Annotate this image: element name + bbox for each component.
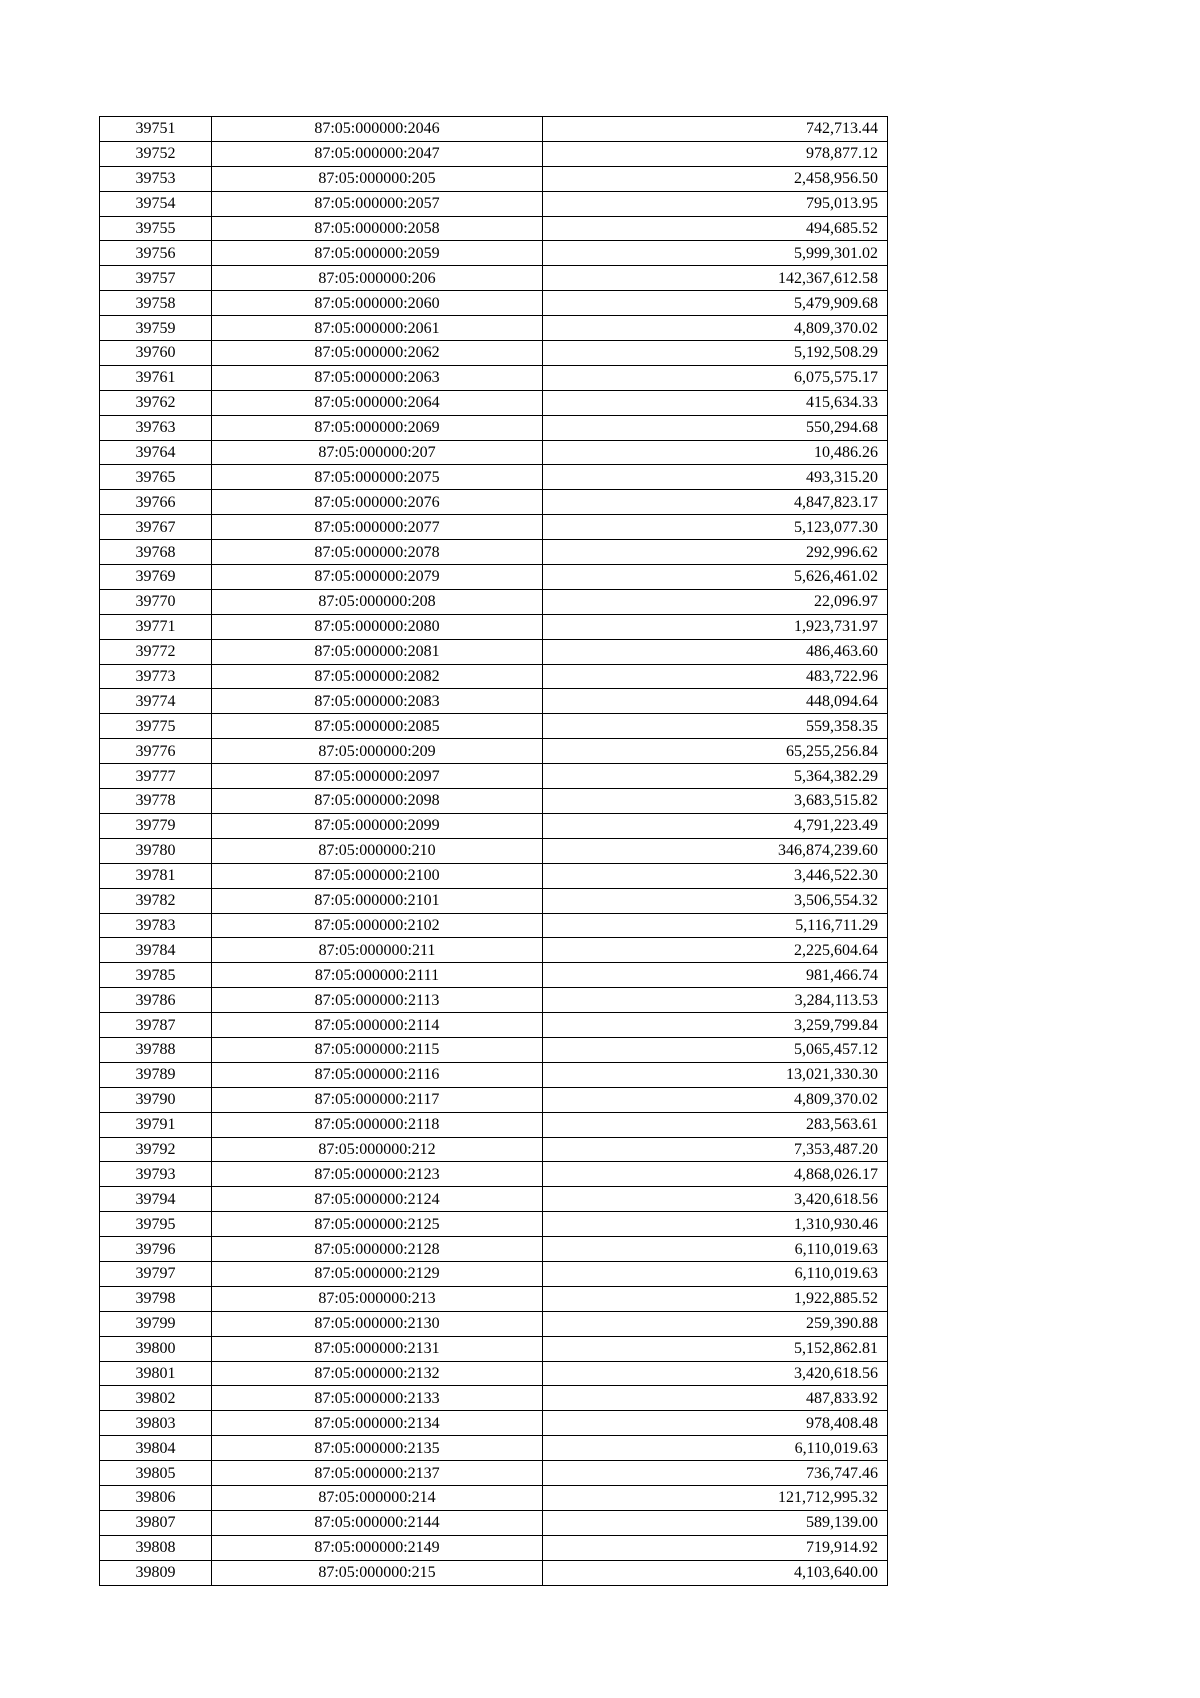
cadastral-number-cell: 87:05:000000:2118 [212, 1112, 543, 1137]
value-cell: 1,922,885.52 [543, 1286, 888, 1311]
row-number-cell: 39808 [100, 1535, 212, 1560]
value-cell: 4,868,026.17 [543, 1162, 888, 1187]
row-number-cell: 39768 [100, 540, 212, 565]
row-number-cell: 39766 [100, 490, 212, 515]
table-row [100, 191, 888, 216]
table-row [100, 291, 888, 316]
cadastral-number-cell: 87:05:000000:2059 [212, 241, 543, 266]
value-cell: 589,139.00 [543, 1510, 888, 1535]
cadastral-number-cell: 87:05:000000:2144 [212, 1510, 543, 1535]
table-row [100, 390, 888, 415]
table-row [100, 639, 888, 664]
row-number-cell: 39807 [100, 1510, 212, 1535]
table-row [100, 1386, 888, 1411]
value-cell: 4,809,370.02 [543, 1087, 888, 1112]
table-row [100, 1361, 888, 1386]
row-number-cell: 39757 [100, 266, 212, 291]
cadastral-number-cell: 87:05:000000:211 [212, 938, 543, 963]
cadastral-number-cell: 87:05:000000:2135 [212, 1436, 543, 1461]
table-row [100, 1212, 888, 1237]
value-cell: 259,390.88 [543, 1311, 888, 1336]
table-row [100, 1510, 888, 1535]
table-row [100, 1062, 888, 1087]
table-row [100, 963, 888, 988]
cadastral-number-cell: 87:05:000000:213 [212, 1286, 543, 1311]
table-row [100, 1336, 888, 1361]
row-number-cell: 39776 [100, 739, 212, 764]
value-cell: 487,833.92 [543, 1386, 888, 1411]
table-row [100, 1261, 888, 1286]
row-number-cell: 39802 [100, 1386, 212, 1411]
table-row [100, 515, 888, 540]
table-row [100, 838, 888, 863]
table-row [100, 440, 888, 465]
row-number-cell: 39806 [100, 1485, 212, 1510]
cadastral-number-cell: 87:05:000000:2134 [212, 1411, 543, 1436]
value-cell: 494,685.52 [543, 216, 888, 241]
table-row [100, 1311, 888, 1336]
value-cell: 7,353,487.20 [543, 1137, 888, 1162]
value-cell: 65,255,256.84 [543, 739, 888, 764]
row-number-cell: 39797 [100, 1261, 212, 1286]
table-row [100, 117, 888, 142]
value-cell: 142,367,612.58 [543, 266, 888, 291]
row-number-cell: 39754 [100, 191, 212, 216]
row-number-cell: 39796 [100, 1237, 212, 1262]
row-number-cell: 39783 [100, 913, 212, 938]
table-row [100, 365, 888, 390]
row-number-cell: 39767 [100, 515, 212, 540]
row-number-cell: 39763 [100, 415, 212, 440]
row-number-cell: 39755 [100, 216, 212, 241]
table-row [100, 739, 888, 764]
row-number-cell: 39786 [100, 988, 212, 1013]
row-number-cell: 39769 [100, 565, 212, 590]
table-row [100, 938, 888, 963]
value-cell: 5,116,711.29 [543, 913, 888, 938]
cadastral-number-cell: 87:05:000000:2097 [212, 764, 543, 789]
cadastral-number-cell: 87:05:000000:214 [212, 1485, 543, 1510]
row-number-cell: 39801 [100, 1361, 212, 1386]
value-cell: 415,634.33 [543, 390, 888, 415]
cadastral-number-cell: 87:05:000000:2149 [212, 1535, 543, 1560]
row-number-cell: 39765 [100, 465, 212, 490]
value-cell: 292,996.62 [543, 540, 888, 565]
row-number-cell: 39789 [100, 1062, 212, 1087]
value-cell: 550,294.68 [543, 415, 888, 440]
value-cell: 13,021,330.30 [543, 1062, 888, 1087]
table-row [100, 589, 888, 614]
table-row [100, 689, 888, 714]
value-cell: 6,110,019.63 [543, 1237, 888, 1262]
table-row [100, 1137, 888, 1162]
cadastral-number-cell: 87:05:000000:2114 [212, 1013, 543, 1038]
cadastral-number-cell: 87:05:000000:2129 [212, 1261, 543, 1286]
cadastral-number-cell: 87:05:000000:2133 [212, 1386, 543, 1411]
cadastral-number-cell: 87:05:000000:2101 [212, 888, 543, 913]
table-row [100, 341, 888, 366]
row-number-cell: 39781 [100, 863, 212, 888]
value-cell: 3,420,618.56 [543, 1361, 888, 1386]
row-number-cell: 39761 [100, 365, 212, 390]
value-cell: 795,013.95 [543, 191, 888, 216]
cadastral-number-cell: 87:05:000000:2098 [212, 789, 543, 814]
row-number-cell: 39800 [100, 1336, 212, 1361]
value-cell: 483,722.96 [543, 664, 888, 689]
value-cell: 5,626,461.02 [543, 565, 888, 590]
row-number-cell: 39775 [100, 714, 212, 739]
row-number-cell: 39805 [100, 1461, 212, 1486]
row-number-cell: 39809 [100, 1560, 212, 1585]
table-row [100, 540, 888, 565]
value-cell: 121,712,995.32 [543, 1485, 888, 1510]
row-number-cell: 39792 [100, 1137, 212, 1162]
value-cell: 978,408.48 [543, 1411, 888, 1436]
row-number-cell: 39804 [100, 1436, 212, 1461]
cadastral-number-cell: 87:05:000000:206 [212, 266, 543, 291]
value-cell: 4,791,223.49 [543, 813, 888, 838]
cadastral-number-cell: 87:05:000000:2064 [212, 390, 543, 415]
cadastral-number-cell: 87:05:000000:2130 [212, 1311, 543, 1336]
table-row [100, 316, 888, 341]
table-row [100, 216, 888, 241]
table-row [100, 141, 888, 166]
cadastral-number-cell: 87:05:000000:2076 [212, 490, 543, 515]
cadastral-number-cell: 87:05:000000:2085 [212, 714, 543, 739]
cadastral-number-cell: 87:05:000000:2111 [212, 963, 543, 988]
table-row [100, 1112, 888, 1137]
value-cell: 6,110,019.63 [543, 1261, 888, 1286]
cadastral-number-cell: 87:05:000000:2057 [212, 191, 543, 216]
table-row [100, 789, 888, 814]
table-row [100, 266, 888, 291]
cadastral-number-cell: 87:05:000000:2123 [212, 1162, 543, 1187]
value-cell: 4,809,370.02 [543, 316, 888, 341]
table-row [100, 241, 888, 266]
value-cell: 5,479,909.68 [543, 291, 888, 316]
value-cell: 559,358.35 [543, 714, 888, 739]
table-row [100, 565, 888, 590]
value-cell: 1,310,930.46 [543, 1212, 888, 1237]
row-number-cell: 39790 [100, 1087, 212, 1112]
cadastral-number-cell: 87:05:000000:2128 [212, 1237, 543, 1262]
table-row [100, 888, 888, 913]
value-cell: 283,563.61 [543, 1112, 888, 1137]
cadastral-number-cell: 87:05:000000:215 [212, 1560, 543, 1585]
cadastral-number-cell: 87:05:000000:2099 [212, 813, 543, 838]
table-row [100, 913, 888, 938]
table-row [100, 988, 888, 1013]
cadastral-number-cell: 87:05:000000:2117 [212, 1087, 543, 1112]
value-cell: 3,683,515.82 [543, 789, 888, 814]
row-number-cell: 39764 [100, 440, 212, 465]
value-cell: 5,364,382.29 [543, 764, 888, 789]
row-number-cell: 39778 [100, 789, 212, 814]
value-cell: 2,225,604.64 [543, 938, 888, 963]
table-row [100, 1560, 888, 1585]
cadastral-number-cell: 87:05:000000:2100 [212, 863, 543, 888]
table-row [100, 1237, 888, 1262]
row-number-cell: 39793 [100, 1162, 212, 1187]
value-cell: 5,065,457.12 [543, 1037, 888, 1062]
value-cell: 736,747.46 [543, 1461, 888, 1486]
value-cell: 3,420,618.56 [543, 1187, 888, 1212]
table-row [100, 664, 888, 689]
value-cell: 5,123,077.30 [543, 515, 888, 540]
table-row [100, 1461, 888, 1486]
row-number-cell: 39780 [100, 838, 212, 863]
value-cell: 3,506,554.32 [543, 888, 888, 913]
value-cell: 4,103,640.00 [543, 1560, 888, 1585]
cadastral-number-cell: 87:05:000000:2078 [212, 540, 543, 565]
row-number-cell: 39758 [100, 291, 212, 316]
value-cell: 5,152,862.81 [543, 1336, 888, 1361]
cadastral-number-cell: 87:05:000000:2115 [212, 1037, 543, 1062]
value-cell: 719,914.92 [543, 1535, 888, 1560]
row-number-cell: 39756 [100, 241, 212, 266]
row-number-cell: 39779 [100, 813, 212, 838]
value-cell: 448,094.64 [543, 689, 888, 714]
row-number-cell: 39788 [100, 1037, 212, 1062]
cadastral-number-cell: 87:05:000000:212 [212, 1137, 543, 1162]
value-cell: 3,284,113.53 [543, 988, 888, 1013]
row-number-cell: 39752 [100, 141, 212, 166]
cadastral-number-cell: 87:05:000000:2060 [212, 291, 543, 316]
row-number-cell: 39773 [100, 664, 212, 689]
table-row [100, 863, 888, 888]
row-number-cell: 39771 [100, 614, 212, 639]
cadastral-number-cell: 87:05:000000:2075 [212, 465, 543, 490]
table-row [100, 490, 888, 515]
value-cell: 3,446,522.30 [543, 863, 888, 888]
row-number-cell: 39784 [100, 938, 212, 963]
table-row [100, 813, 888, 838]
table-row [100, 714, 888, 739]
value-cell: 2,458,956.50 [543, 166, 888, 191]
row-number-cell: 39753 [100, 166, 212, 191]
value-cell: 978,877.12 [543, 141, 888, 166]
cadastral-number-cell: 87:05:000000:2080 [212, 614, 543, 639]
row-number-cell: 39774 [100, 689, 212, 714]
value-cell: 4,847,823.17 [543, 490, 888, 515]
row-number-cell: 39803 [100, 1411, 212, 1436]
cadastral-number-cell: 87:05:000000:209 [212, 739, 543, 764]
table-row [100, 415, 888, 440]
cadastral-number-cell: 87:05:000000:2077 [212, 515, 543, 540]
table-row [100, 1436, 888, 1461]
cadastral-number-cell: 87:05:000000:2113 [212, 988, 543, 1013]
table-row [100, 764, 888, 789]
table-row [100, 1162, 888, 1187]
row-number-cell: 39751 [100, 117, 212, 142]
value-cell: 3,259,799.84 [543, 1013, 888, 1038]
table-row [100, 465, 888, 490]
row-number-cell: 39782 [100, 888, 212, 913]
row-number-cell: 39785 [100, 963, 212, 988]
cadastral-number-cell: 87:05:000000:2058 [212, 216, 543, 241]
value-cell: 493,315.20 [543, 465, 888, 490]
table-row [100, 614, 888, 639]
value-cell: 981,466.74 [543, 963, 888, 988]
table-row [100, 1286, 888, 1311]
row-number-cell: 39794 [100, 1187, 212, 1212]
table-row [100, 1187, 888, 1212]
cadastral-number-cell: 87:05:000000:208 [212, 589, 543, 614]
value-cell: 346,874,239.60 [543, 838, 888, 863]
cadastral-number-cell: 87:05:000000:2062 [212, 341, 543, 366]
cadastral-number-cell: 87:05:000000:2063 [212, 365, 543, 390]
value-cell: 6,075,575.17 [543, 365, 888, 390]
value-cell: 1,923,731.97 [543, 614, 888, 639]
cadastral-number-cell: 87:05:000000:2069 [212, 415, 543, 440]
row-number-cell: 39759 [100, 316, 212, 341]
row-number-cell: 39777 [100, 764, 212, 789]
row-number-cell: 39787 [100, 1013, 212, 1038]
cadastral-number-cell: 87:05:000000:205 [212, 166, 543, 191]
value-cell: 6,110,019.63 [543, 1436, 888, 1461]
cadastral-number-cell: 87:05:000000:2102 [212, 913, 543, 938]
value-cell: 22,096.97 [543, 589, 888, 614]
table-row [100, 1485, 888, 1510]
table-row [100, 1037, 888, 1062]
value-cell: 486,463.60 [543, 639, 888, 664]
cadastral-number-cell: 87:05:000000:2047 [212, 141, 543, 166]
cadastral-number-cell: 87:05:000000:2125 [212, 1212, 543, 1237]
row-number-cell: 39760 [100, 341, 212, 366]
table-row [100, 1411, 888, 1436]
cadastral-number-cell: 87:05:000000:2081 [212, 639, 543, 664]
row-number-cell: 39799 [100, 1311, 212, 1336]
cadastral-number-cell: 87:05:000000:2116 [212, 1062, 543, 1087]
cadastral-number-cell: 87:05:000000:207 [212, 440, 543, 465]
value-cell: 5,192,508.29 [543, 341, 888, 366]
cadastral-number-cell: 87:05:000000:2083 [212, 689, 543, 714]
row-number-cell: 39772 [100, 639, 212, 664]
cadastral-number-cell: 87:05:000000:2082 [212, 664, 543, 689]
cadastral-number-cell: 87:05:000000:2046 [212, 117, 543, 142]
cadastral-number-cell: 87:05:000000:2132 [212, 1361, 543, 1386]
row-number-cell: 39795 [100, 1212, 212, 1237]
table-row [100, 1087, 888, 1112]
table-body [100, 117, 888, 1586]
row-number-cell: 39791 [100, 1112, 212, 1137]
value-cell: 742,713.44 [543, 117, 888, 142]
cadastral-number-cell: 87:05:000000:2079 [212, 565, 543, 590]
table-row [100, 1013, 888, 1038]
table-row [100, 1535, 888, 1560]
row-number-cell: 39770 [100, 589, 212, 614]
cadastral-number-cell: 87:05:000000:2137 [212, 1461, 543, 1486]
row-number-cell: 39798 [100, 1286, 212, 1311]
value-cell: 10,486.26 [543, 440, 888, 465]
row-number-cell: 39762 [100, 390, 212, 415]
value-cell: 5,999,301.02 [543, 241, 888, 266]
cadastral-number-cell: 87:05:000000:2131 [212, 1336, 543, 1361]
cadastral-number-cell: 87:05:000000:2061 [212, 316, 543, 341]
table-row [100, 166, 888, 191]
cadastral-number-cell: 87:05:000000:2124 [212, 1187, 543, 1212]
cadastral-number-cell: 87:05:000000:210 [212, 838, 543, 863]
data-table [99, 116, 888, 1586]
